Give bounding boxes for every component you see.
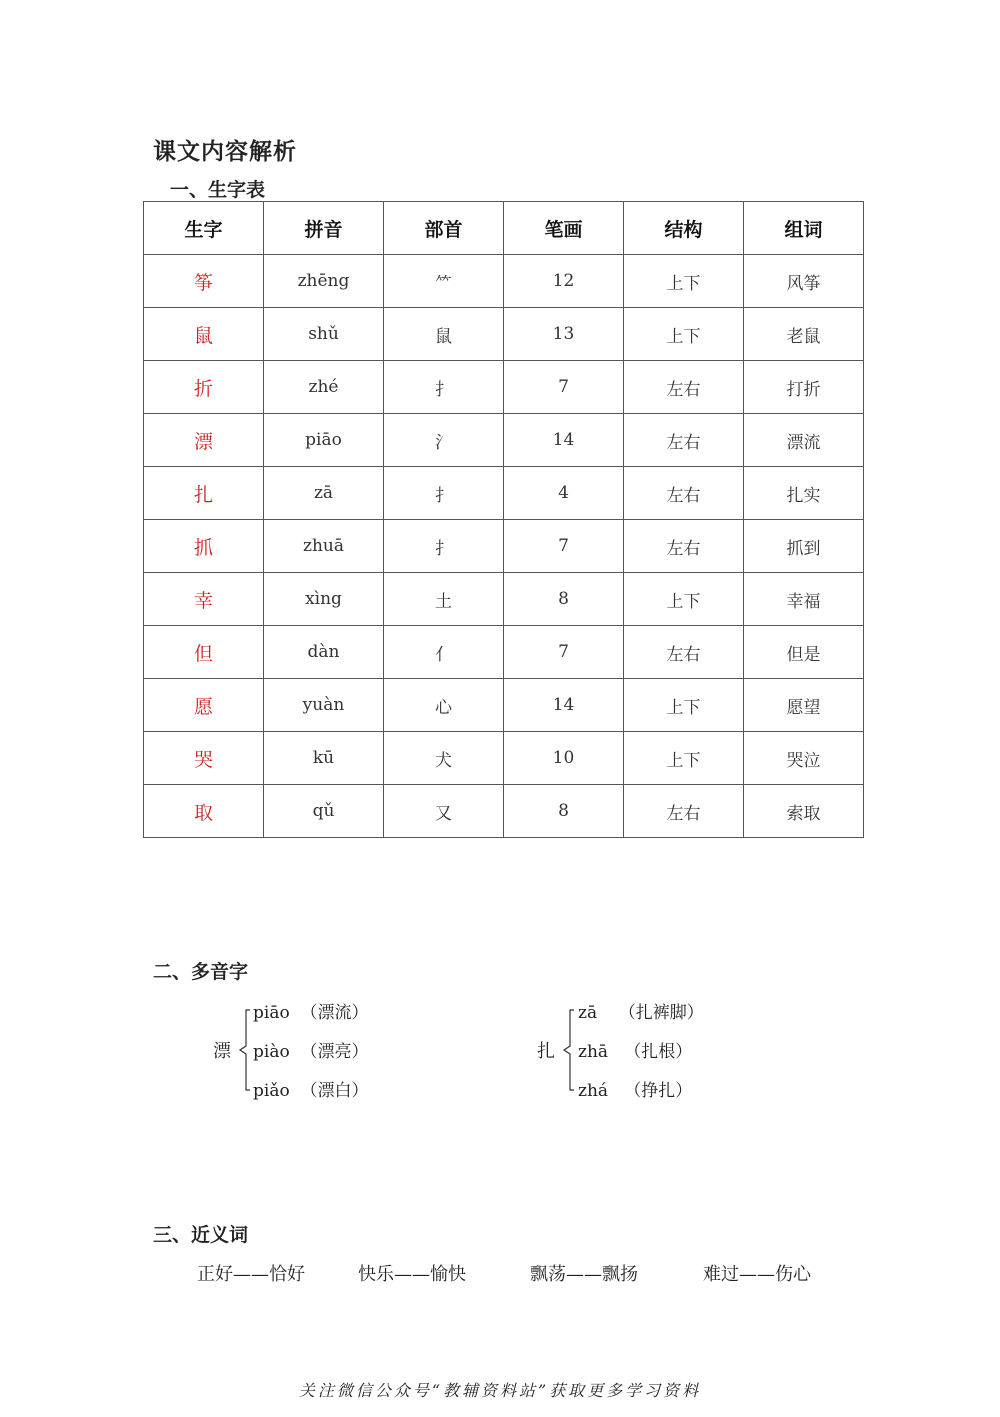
page-title: 课文内容解析 (153, 139, 297, 165)
header-cell: 拼音 (264, 202, 384, 255)
table-cell: 风筝 (744, 255, 864, 308)
table-cell: 土 (384, 573, 504, 626)
header-cell: 生字 (144, 202, 264, 255)
polyphonic-char: 扎 (537, 1041, 555, 1062)
header-cell: 部首 (384, 202, 504, 255)
table-cell: 幸福 (744, 573, 864, 626)
table-cell: dàn (264, 626, 384, 679)
table-row (144, 573, 864, 626)
table-cell: 氵 (384, 414, 504, 467)
table-cell: 扎实 (744, 467, 864, 520)
table-cell: 扌 (384, 520, 504, 573)
char-cell: 抓 (144, 520, 264, 573)
table-cell: 索取 (744, 785, 864, 838)
table-cell: zhēng (264, 255, 384, 308)
char-table (143, 201, 864, 838)
pinyin: piāo (253, 1003, 290, 1023)
table-row (144, 679, 864, 732)
table-cell: zhuā (264, 520, 384, 573)
reading-line (578, 998, 704, 1023)
table-cell: xìng (264, 573, 384, 626)
table-cell: 12 (504, 255, 624, 308)
table-cell: piāo (264, 414, 384, 467)
table-row (144, 785, 864, 838)
table-cell: 哭泣 (744, 732, 864, 785)
table-row (144, 732, 864, 785)
char-cell: 哭 (144, 732, 264, 785)
table-cell: ⺮ (384, 255, 504, 308)
char-cell: 取 (144, 785, 264, 838)
table-cell: 鼠 (384, 308, 504, 361)
char-cell: 愿 (144, 679, 264, 732)
example-word: （扎裤脚） (618, 1003, 704, 1023)
table-cell: 亻 (384, 626, 504, 679)
table-cell: 打折 (744, 361, 864, 414)
pinyin: piào (253, 1042, 290, 1062)
table-row (144, 255, 864, 308)
table-cell: 7 (504, 520, 624, 573)
char-cell: 鼠 (144, 308, 264, 361)
char-cell: 幸 (144, 573, 264, 626)
char-cell: 但 (144, 626, 264, 679)
table-cell: 漂流 (744, 414, 864, 467)
synonym-pair: 难过——伤心 (703, 1264, 811, 1285)
reading-line (253, 1076, 369, 1101)
table-cell: 14 (504, 679, 624, 732)
pinyin: piǎo (253, 1081, 290, 1101)
polyphonic-char: 漂 (213, 1041, 231, 1062)
reading-line (578, 1076, 692, 1101)
char-cell: 筝 (144, 255, 264, 308)
char-cell: 漂 (144, 414, 264, 467)
example-word: （扎根） (624, 1042, 693, 1062)
header-cell: 结构 (624, 202, 744, 255)
table-cell: 上下 (624, 679, 744, 732)
example-word: （漂流） (300, 1003, 369, 1023)
table-row (144, 467, 864, 520)
pinyin: zhā (578, 1042, 609, 1062)
table-cell: 老鼠 (744, 308, 864, 361)
table-cell: zhé (264, 361, 384, 414)
table-cell: 扌 (384, 361, 504, 414)
table-cell: 8 (504, 785, 624, 838)
section-title-synonyms: 三、近义词 (153, 1224, 249, 1246)
table-cell: 上下 (624, 308, 744, 361)
table-cell: kū (264, 732, 384, 785)
table-row (144, 361, 864, 414)
table-cell: 左右 (624, 467, 744, 520)
table-cell: 上下 (624, 255, 744, 308)
table-cell: 左右 (624, 520, 744, 573)
table-cell: yuàn (264, 679, 384, 732)
char-cell: 扎 (144, 467, 264, 520)
table-cell: 犬 (384, 732, 504, 785)
brace-icon (558, 1004, 578, 1096)
table-cell: 左右 (624, 361, 744, 414)
table-row (144, 520, 864, 573)
header-cell: 组词 (744, 202, 864, 255)
table-cell: 7 (504, 626, 624, 679)
table-row (144, 626, 864, 679)
reading-line (253, 1037, 369, 1062)
reading-line (578, 1037, 692, 1062)
reading-line (253, 998, 369, 1023)
table-header-row (144, 202, 864, 255)
table-cell: 13 (504, 308, 624, 361)
table-cell: 14 (504, 414, 624, 467)
table-row (144, 414, 864, 467)
table-cell: 心 (384, 679, 504, 732)
brace-icon (234, 1004, 254, 1096)
section-title-polyphonic: 二、多音字 (153, 961, 249, 983)
table-cell: 10 (504, 732, 624, 785)
table-cell: 扌 (384, 467, 504, 520)
synonym-pair: 快乐——愉快 (358, 1264, 466, 1285)
table-cell: 7 (504, 361, 624, 414)
table-cell: 左右 (624, 785, 744, 838)
table-cell: 抓到 (744, 520, 864, 573)
pinyin: zā (578, 1003, 598, 1023)
example-word: （漂亮） (300, 1042, 369, 1062)
example-word: （漂白） (300, 1081, 369, 1101)
table-cell: 4 (504, 467, 624, 520)
section-title-char-table: 一、生字表 (170, 179, 266, 201)
header-cell: 笔画 (504, 202, 624, 255)
table-cell: 上下 (624, 573, 744, 626)
table-cell: 左右 (624, 414, 744, 467)
example-word: （挣扎） (624, 1081, 693, 1101)
table-cell: zā (264, 467, 384, 520)
table-row (144, 308, 864, 361)
table-cell: 上下 (624, 732, 744, 785)
pinyin: zhá (578, 1081, 609, 1101)
footer-note: 关注微信公众号“教辅资料站”获取更多学习资料 (298, 1381, 702, 1400)
table-cell: 愿望 (744, 679, 864, 732)
table-cell: 但是 (744, 626, 864, 679)
table-cell: qǔ (264, 785, 384, 838)
table-cell: 又 (384, 785, 504, 838)
synonym-pair: 正好——恰好 (197, 1264, 305, 1285)
table-cell: 8 (504, 573, 624, 626)
synonym-pair: 飘荡——飘扬 (530, 1264, 638, 1285)
table-cell: shǔ (264, 308, 384, 361)
table-cell: 左右 (624, 626, 744, 679)
char-cell: 折 (144, 361, 264, 414)
